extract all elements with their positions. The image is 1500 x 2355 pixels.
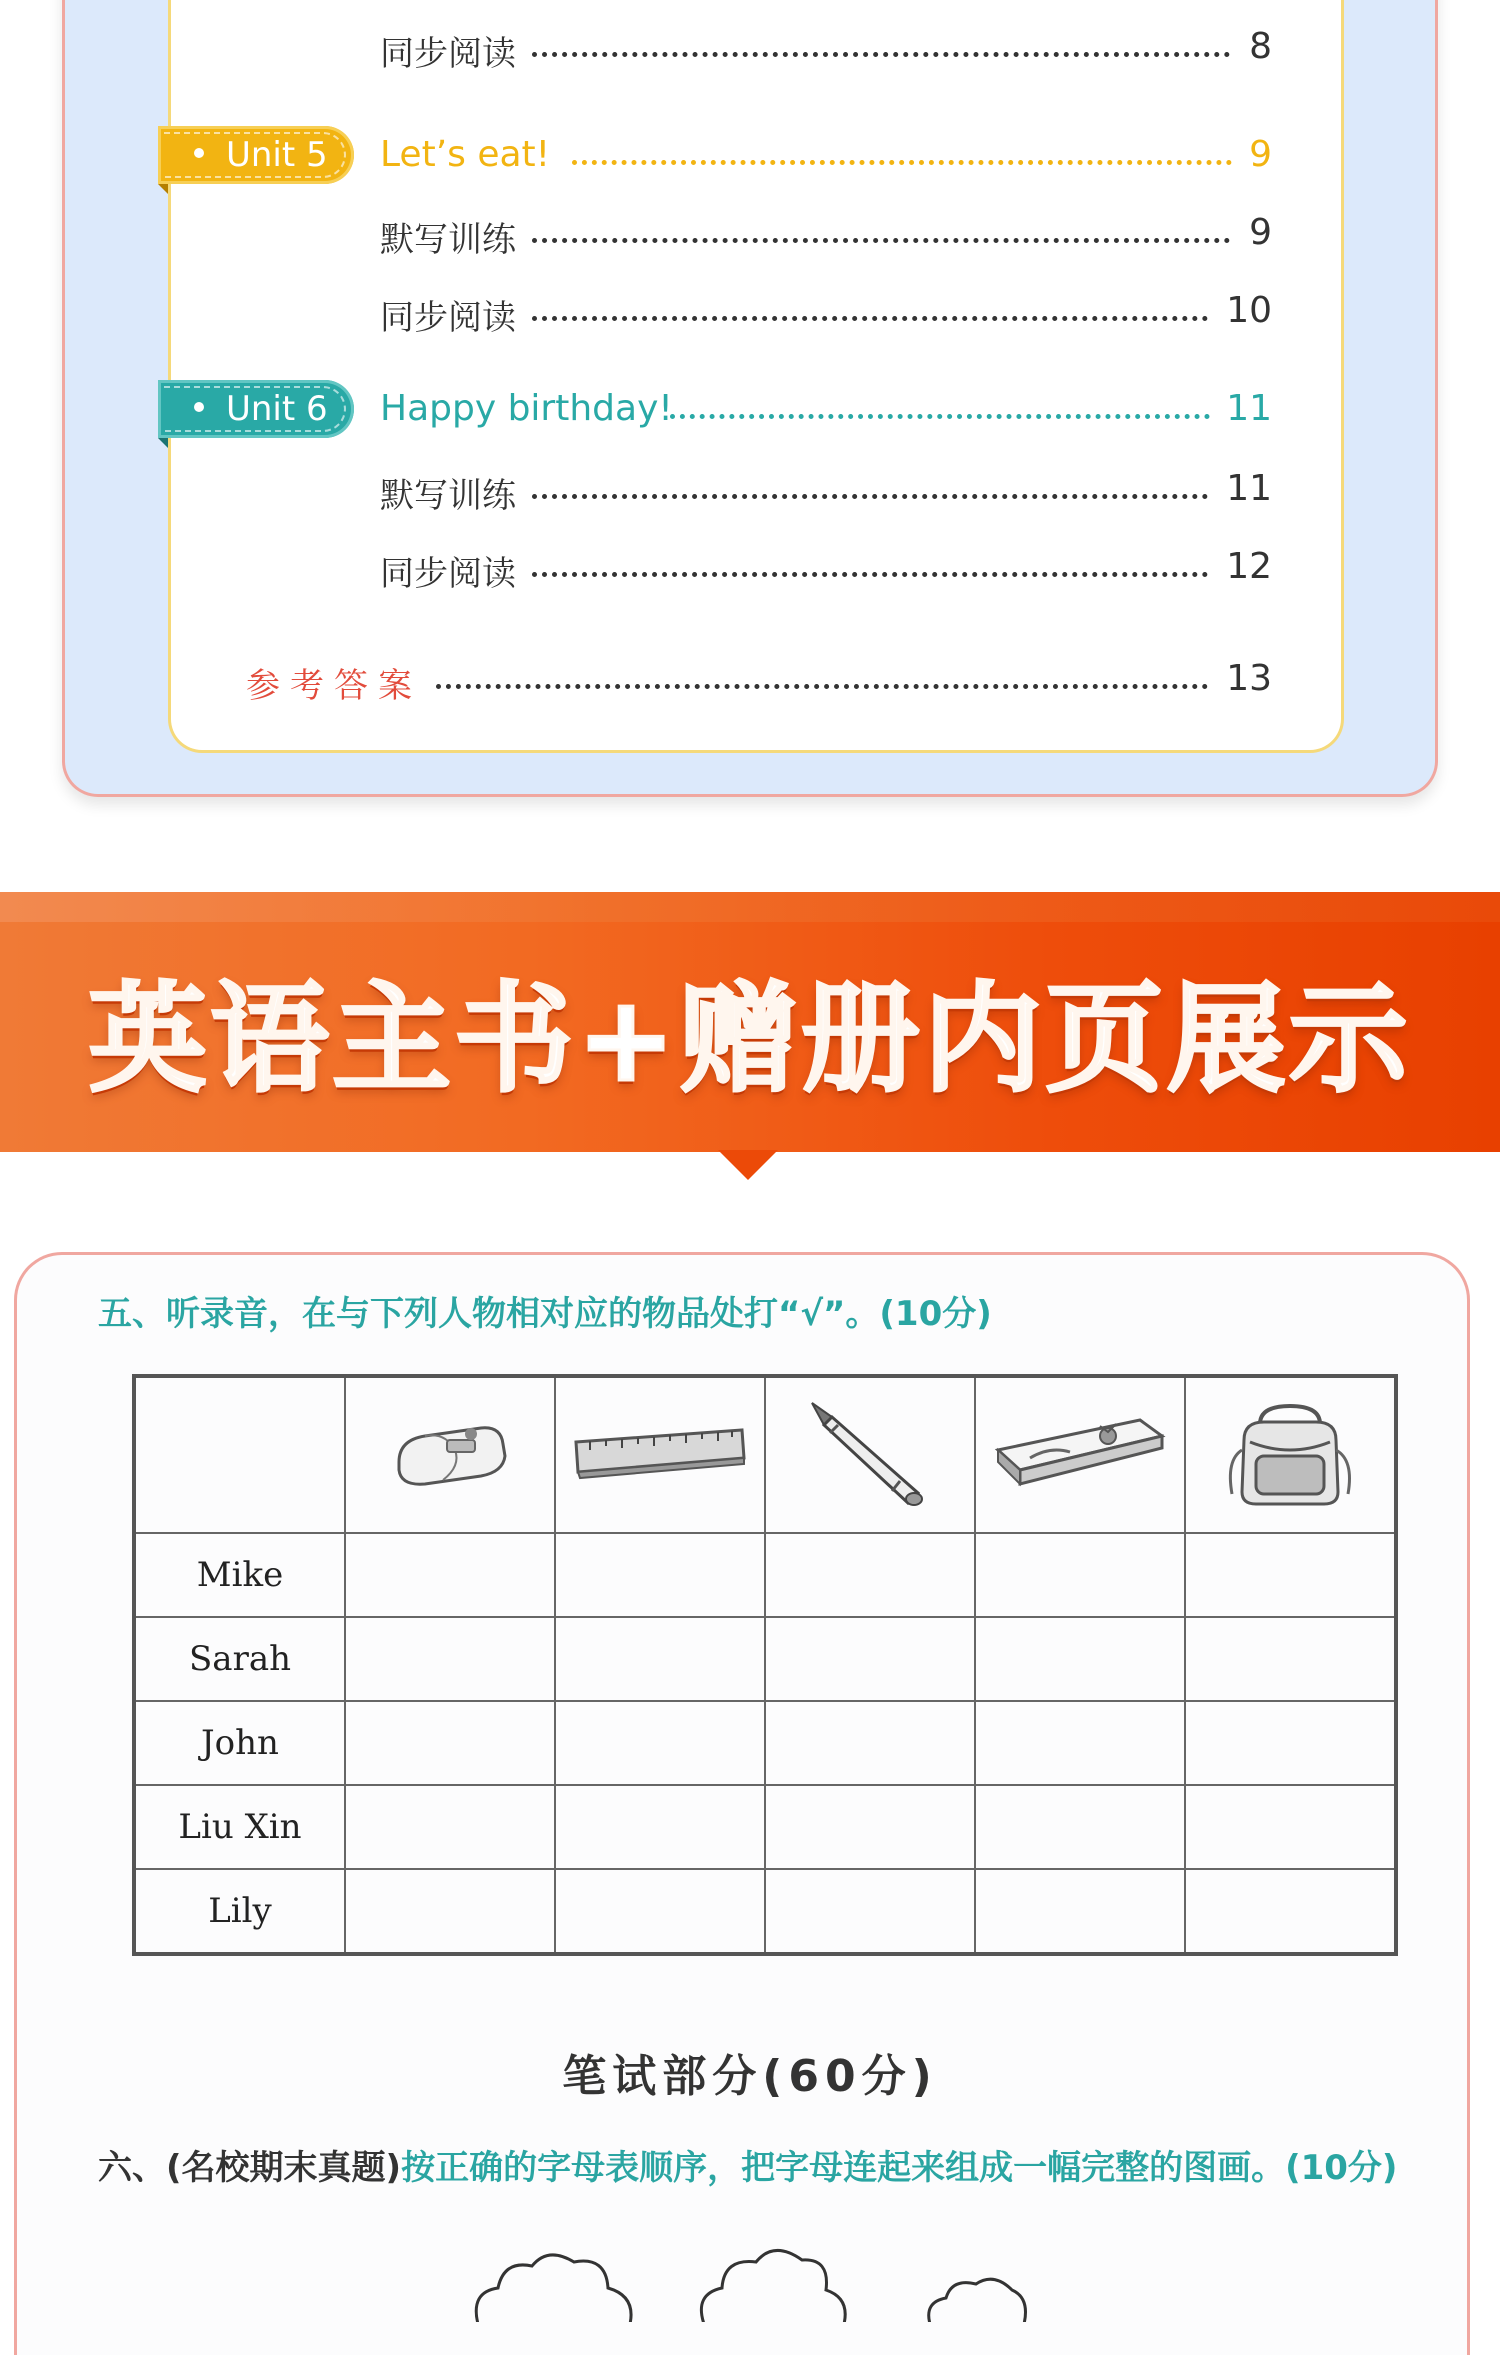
section-banner	[0, 892, 1500, 1152]
toc-leader-dots	[532, 572, 1208, 577]
grid-row-liu-xin	[134, 1785, 1396, 1869]
cloud-drawing	[0, 2232, 1500, 2322]
toc-row-label: 默写训练	[380, 220, 516, 260]
answer-cell[interactable]	[555, 1701, 765, 1785]
answer-cell[interactable]	[975, 1869, 1185, 1954]
grid-item-cell[interactable]	[345, 1376, 555, 1533]
toc-page-number: 8	[1249, 26, 1272, 67]
toc-row-dictation-unit5[interactable]	[0, 204, 1500, 264]
answer-cell[interactable]	[1185, 1617, 1396, 1701]
answer-cell[interactable]	[555, 1617, 765, 1701]
toc-page-number: 10	[1226, 290, 1272, 331]
toc-leader-dots	[532, 238, 1230, 243]
answer-cell[interactable]	[555, 1785, 765, 1869]
answer-cell[interactable]	[345, 1533, 555, 1617]
answer-cell[interactable]	[345, 1785, 555, 1869]
toc-leader-dots	[436, 684, 1208, 689]
answer-cell[interactable]	[345, 1869, 555, 1954]
grid-row-sarah	[134, 1617, 1396, 1701]
toc-row-reading-unit4[interactable]	[0, 18, 1500, 78]
grid-item-cell[interactable]	[765, 1376, 975, 1533]
answer-grid	[132, 1374, 1398, 1956]
person-name: Sarah	[134, 1617, 345, 1701]
toc-leader-dots	[670, 414, 1210, 419]
answer-cell[interactable]	[975, 1533, 1185, 1617]
grid-item-cell[interactable]	[1185, 1376, 1396, 1533]
schoolbag-icon	[1220, 1400, 1360, 1510]
toc-page-number: 9	[1249, 134, 1272, 175]
toc-page-number: 12	[1226, 546, 1272, 587]
toc-page-number: 11	[1226, 388, 1272, 429]
toc-inner-panel	[168, 0, 1344, 753]
toc-leader-dots	[532, 494, 1208, 499]
unit-5-tab: Unit 5	[158, 126, 354, 184]
toc-page-number: 11	[1226, 468, 1272, 509]
unit-6-tab: Unit 6	[158, 380, 354, 438]
answer-cell[interactable]	[555, 1869, 765, 1954]
answer-cell[interactable]	[765, 1533, 975, 1617]
unit-6-title: Happy birthday!	[380, 388, 673, 429]
answer-cell[interactable]	[975, 1617, 1185, 1701]
answer-cell[interactable]	[765, 1701, 975, 1785]
answer-cell[interactable]	[345, 1701, 555, 1785]
answer-cell[interactable]	[765, 1617, 975, 1701]
answer-cell[interactable]	[1185, 1533, 1396, 1617]
answer-cell[interactable]	[975, 1785, 1185, 1869]
grid-header-row	[134, 1376, 1396, 1533]
question-6-text: 按正确的字母表顺序，把字母连起来组成一幅完整的图画。(10分)	[401, 2148, 1398, 2188]
toc-leader-dots	[572, 160, 1232, 165]
toc-page-number: 9	[1249, 212, 1272, 253]
answer-cell[interactable]	[975, 1701, 1185, 1785]
answer-cell[interactable]	[765, 1869, 975, 1954]
toc-leader-dots	[532, 52, 1230, 57]
cloud-icon	[476, 2255, 631, 2322]
toc-row-label: 同步阅读	[380, 34, 516, 74]
question-6-source-tag: 六、(名校期末真题)	[98, 2148, 402, 2188]
grid-corner-cell	[134, 1376, 345, 1533]
question-5-title: 五、听录音，在与下列人物相对应的物品处打“√”。(10分)	[98, 1294, 992, 1334]
answer-cell[interactable]	[1185, 1785, 1396, 1869]
cloud-icon	[929, 2279, 1026, 2322]
unit-5-title: Let’s eat!	[380, 134, 551, 175]
eraser-icon	[385, 1410, 515, 1500]
toc-row-reading-unit5[interactable]	[0, 282, 1500, 342]
banner-pointer-icon	[718, 1150, 778, 1180]
toc-row-unit5[interactable]	[0, 126, 1500, 186]
toc-row-label: 同步阅读	[380, 554, 516, 594]
answer-cell[interactable]	[1185, 1701, 1396, 1785]
answer-cell[interactable]	[555, 1533, 765, 1617]
toc-row-unit6[interactable]	[0, 380, 1500, 440]
banner-title: 英语主书+赠册内页展示	[88, 970, 1412, 1108]
person-name: John	[134, 1701, 345, 1785]
grid-item-cell[interactable]	[555, 1376, 765, 1533]
person-name: Lily	[134, 1869, 345, 1954]
cloud-icon	[701, 2250, 845, 2322]
written-section-heading: 笔试部分(60分)	[562, 2051, 938, 2102]
answer-cell[interactable]	[765, 1785, 975, 1869]
answers-label: 参考答案	[246, 666, 422, 706]
grid-row-mike	[134, 1533, 1396, 1617]
toc-row-reading-unit6[interactable]	[0, 538, 1500, 598]
toc-row-dictation-unit6[interactable]	[0, 460, 1500, 520]
crayon-icon	[800, 1395, 940, 1515]
grid-row-john	[134, 1701, 1396, 1785]
grid-item-cell[interactable]	[975, 1376, 1185, 1533]
pencil-box-icon	[990, 1410, 1170, 1500]
question-6-title	[98, 2140, 1397, 2189]
toc-row-answers[interactable]	[0, 650, 1500, 710]
answer-cell[interactable]	[345, 1617, 555, 1701]
toc-row-label: 同步阅读	[380, 298, 516, 338]
person-name: Mike	[134, 1533, 345, 1617]
person-name: Liu Xin	[134, 1785, 345, 1869]
ruler-icon	[570, 1420, 750, 1490]
grid-row-lily	[134, 1869, 1396, 1954]
toc-page-number: 13	[1226, 658, 1272, 699]
toc-row-label: 默写训练	[380, 476, 516, 516]
answer-cell[interactable]	[1185, 1869, 1396, 1954]
toc-leader-dots	[532, 316, 1208, 321]
